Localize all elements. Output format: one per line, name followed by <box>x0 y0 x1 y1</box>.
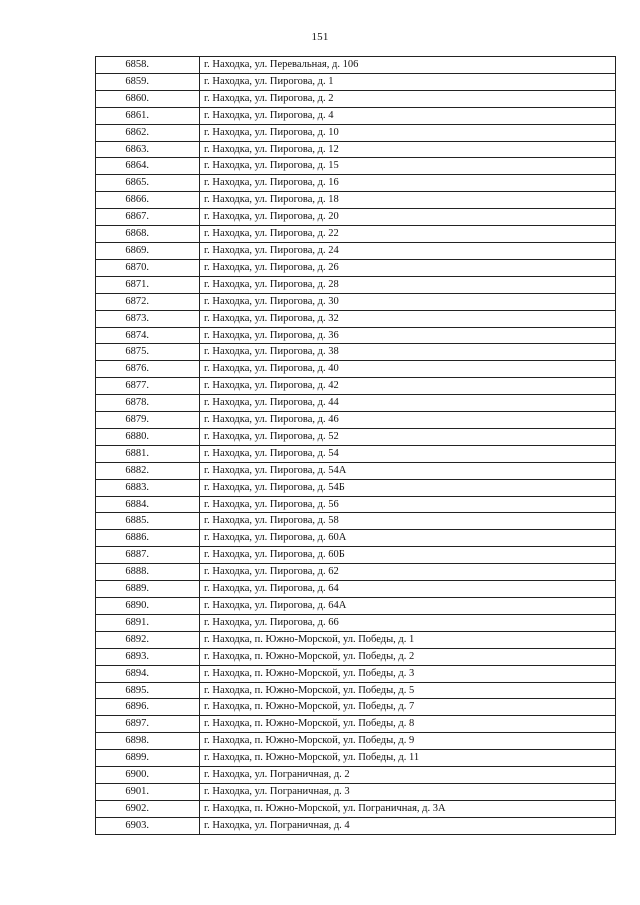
row-number: 6858. <box>96 57 200 74</box>
address-cell: г. Находка, ул. Пирогова, д. 38 <box>200 344 616 361</box>
table-row <box>96 614 616 631</box>
table-row <box>96 479 616 496</box>
address-cell: г. Находка, ул. Пирогова, д. 64А <box>200 598 616 615</box>
address-cell: г. Находка, п. Южно-Морской, ул. Победы, д. 11 <box>200 750 616 767</box>
table-row <box>96 361 616 378</box>
address-cell: г. Находка, ул. Пирогова, д. 60Б <box>200 547 616 564</box>
table-row <box>96 192 616 209</box>
row-number: 6896. <box>96 699 200 716</box>
row-number: 6888. <box>96 564 200 581</box>
row-number: 6870. <box>96 259 200 276</box>
row-number: 6886. <box>96 530 200 547</box>
table-row <box>96 259 616 276</box>
table-row <box>96 124 616 141</box>
address-cell: г. Находка, ул. Пирогова, д. 44 <box>200 395 616 412</box>
table-row <box>96 496 616 513</box>
address-cell: г. Находка, ул. Пирогова, д. 16 <box>200 175 616 192</box>
address-cell: г. Находка, ул. Пирогова, д. 20 <box>200 209 616 226</box>
table-row <box>96 530 616 547</box>
address-cell: г. Находка, ул. Пирогова, д. 54А <box>200 462 616 479</box>
address-cell: г. Находка, ул. Пирогова, д. 30 <box>200 293 616 310</box>
address-cell: г. Находка, ул. Пирогова, д. 60А <box>200 530 616 547</box>
table-row <box>96 209 616 226</box>
address-cell: г. Находка, ул. Пирогова, д. 4 <box>200 107 616 124</box>
row-number: 6869. <box>96 242 200 259</box>
address-cell: г. Находка, п. Южно-Морской, ул. Победы, д. 9 <box>200 733 616 750</box>
row-number: 6897. <box>96 716 200 733</box>
address-table <box>95 56 616 835</box>
row-number: 6883. <box>96 479 200 496</box>
table-row <box>96 445 616 462</box>
address-cell: г. Находка, ул. Пирогова, д. 12 <box>200 141 616 158</box>
address-cell: г. Находка, ул. Пирогова, д. 54Б <box>200 479 616 496</box>
row-number: 6862. <box>96 124 200 141</box>
address-cell: г. Находка, ул. Пирогова, д. 1 <box>200 73 616 90</box>
table-row <box>96 665 616 682</box>
row-number: 6864. <box>96 158 200 175</box>
table-row <box>96 800 616 817</box>
table-row <box>96 344 616 361</box>
address-cell: г. Находка, ул. Пирогова, д. 46 <box>200 412 616 429</box>
row-number: 6861. <box>96 107 200 124</box>
address-table-body <box>96 57 616 835</box>
row-number: 6877. <box>96 378 200 395</box>
row-number: 6878. <box>96 395 200 412</box>
table-row <box>96 276 616 293</box>
address-cell: г. Находка, ул. Пограничная, д. 4 <box>200 817 616 834</box>
address-cell: г. Находка, п. Южно-Морской, ул. Победы, д. 5 <box>200 682 616 699</box>
address-cell: г. Находка, ул. Пирогова, д. 36 <box>200 327 616 344</box>
row-number: 6868. <box>96 226 200 243</box>
row-number: 6898. <box>96 733 200 750</box>
row-number: 6872. <box>96 293 200 310</box>
table-row <box>96 158 616 175</box>
table-row <box>96 783 616 800</box>
table-row <box>96 57 616 74</box>
address-cell: г. Находка, ул. Пирогова, д. 52 <box>200 428 616 445</box>
table-row <box>96 73 616 90</box>
address-cell: г. Находка, ул. Пирогова, д. 15 <box>200 158 616 175</box>
row-number: 6892. <box>96 631 200 648</box>
address-cell: г. Находка, ул. Пирогова, д. 56 <box>200 496 616 513</box>
row-number: 6880. <box>96 428 200 445</box>
table-row <box>96 547 616 564</box>
row-number: 6891. <box>96 614 200 631</box>
row-number: 6859. <box>96 73 200 90</box>
address-cell: г. Находка, ул. Пограничная, д. 2 <box>200 767 616 784</box>
row-number: 6874. <box>96 327 200 344</box>
address-cell: г. Находка, ул. Пирогова, д. 42 <box>200 378 616 395</box>
address-cell: г. Находка, п. Южно-Морской, ул. Пограничная, д. 3А <box>200 800 616 817</box>
row-number: 6863. <box>96 141 200 158</box>
row-number: 6860. <box>96 90 200 107</box>
row-number: 6889. <box>96 581 200 598</box>
table-row <box>96 226 616 243</box>
address-cell: г. Находка, п. Южно-Морской, ул. Победы, д. 7 <box>200 699 616 716</box>
table-row <box>96 107 616 124</box>
row-number: 6902. <box>96 800 200 817</box>
address-cell: г. Находка, ул. Пирогова, д. 64 <box>200 581 616 598</box>
table-row <box>96 716 616 733</box>
table-row <box>96 581 616 598</box>
address-cell: г. Находка, ул. Пирогова, д. 18 <box>200 192 616 209</box>
row-number: 6900. <box>96 767 200 784</box>
address-cell: г. Находка, ул. Пирогова, д. 66 <box>200 614 616 631</box>
table-row <box>96 817 616 834</box>
row-number: 6876. <box>96 361 200 378</box>
table-row <box>96 428 616 445</box>
page-number: 151 <box>311 31 329 43</box>
row-number: 6871. <box>96 276 200 293</box>
row-number: 6866. <box>96 192 200 209</box>
table-row <box>96 175 616 192</box>
table-row <box>96 310 616 327</box>
address-cell: г. Находка, ул. Пирогова, д. 28 <box>200 276 616 293</box>
address-cell: г. Находка, п. Южно-Морской, ул. Победы, д. 8 <box>200 716 616 733</box>
table-row <box>96 462 616 479</box>
row-number: 6895. <box>96 682 200 699</box>
table-row <box>96 378 616 395</box>
row-number: 6882. <box>96 462 200 479</box>
address-cell: г. Находка, ул. Пирогова, д. 58 <box>200 513 616 530</box>
table-row <box>96 141 616 158</box>
address-cell: г. Находка, п. Южно-Морской, ул. Победы, д. 2 <box>200 648 616 665</box>
row-number: 6881. <box>96 445 200 462</box>
table-row <box>96 767 616 784</box>
row-number: 6893. <box>96 648 200 665</box>
table-row <box>96 648 616 665</box>
address-cell: г. Находка, п. Южно-Морской, ул. Победы, д. 3 <box>200 665 616 682</box>
table-row <box>96 90 616 107</box>
table-row <box>96 733 616 750</box>
row-number: 6894. <box>96 665 200 682</box>
row-number: 6884. <box>96 496 200 513</box>
row-number: 6873. <box>96 310 200 327</box>
row-number: 6887. <box>96 547 200 564</box>
table-row <box>96 327 616 344</box>
address-cell: г. Находка, ул. Пирогова, д. 24 <box>200 242 616 259</box>
table-row <box>96 513 616 530</box>
address-cell: г. Находка, ул. Пирогова, д. 62 <box>200 564 616 581</box>
table-row <box>96 682 616 699</box>
row-number: 6867. <box>96 209 200 226</box>
row-number: 6865. <box>96 175 200 192</box>
address-cell: г. Находка, ул. Пирогова, д. 26 <box>200 259 616 276</box>
address-cell: г. Находка, ул. Пирогова, д. 54 <box>200 445 616 462</box>
table-row <box>96 750 616 767</box>
row-number: 6879. <box>96 412 200 429</box>
table-row <box>96 293 616 310</box>
row-number: 6899. <box>96 750 200 767</box>
table-row <box>96 598 616 615</box>
table-row <box>96 412 616 429</box>
row-number: 6903. <box>96 817 200 834</box>
table-row <box>96 631 616 648</box>
table-row <box>96 242 616 259</box>
table-row <box>96 699 616 716</box>
address-cell: г. Находка, ул. Пирогова, д. 22 <box>200 226 616 243</box>
address-cell: г. Находка, ул. Пирогова, д. 2 <box>200 90 616 107</box>
address-cell: г. Находка, ул. Пограничная, д. 3 <box>200 783 616 800</box>
address-cell: г. Находка, п. Южно-Морской, ул. Победы, д. 1 <box>200 631 616 648</box>
table-row <box>96 564 616 581</box>
row-number: 6885. <box>96 513 200 530</box>
address-cell: г. Находка, ул. Перевальная, д. 106 <box>200 57 616 74</box>
row-number: 6875. <box>96 344 200 361</box>
table-row <box>96 395 616 412</box>
row-number: 6890. <box>96 598 200 615</box>
row-number: 6901. <box>96 783 200 800</box>
address-cell: г. Находка, ул. Пирогова, д. 10 <box>200 124 616 141</box>
address-cell: г. Находка, ул. Пирогова, д. 40 <box>200 361 616 378</box>
address-cell: г. Находка, ул. Пирогова, д. 32 <box>200 310 616 327</box>
